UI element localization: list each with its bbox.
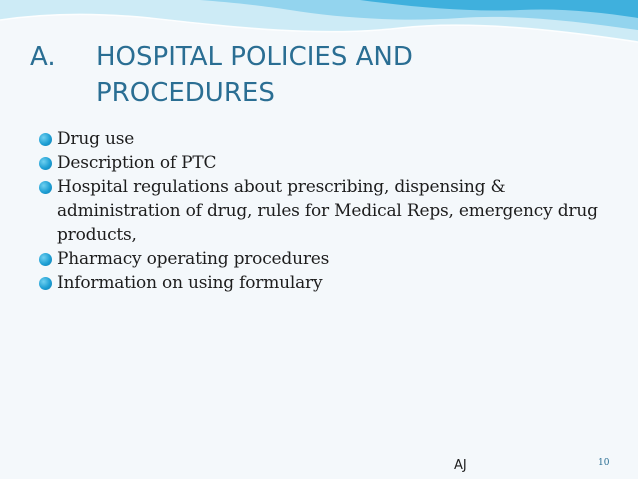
bullet-icon [39,157,52,170]
title-number: A. [30,42,56,72]
bullet-icon [39,253,52,266]
title-text: HOSPITAL POLICIES AND PROCEDURES [96,42,413,108]
bullet-text: Information on using formulary [57,273,323,293]
page-number: 10 [598,458,610,468]
bullet-text: Drug use [57,129,135,149]
footer-author: AJ [454,458,467,473]
bullet-list [39,127,599,295]
bullet-text: Description of PTC [57,153,217,173]
bullet-text: Pharmacy operating procedures [57,249,330,269]
bullet-item [39,271,599,295]
bullet-text: Hospital regulations about prescribing, dispensing & administration of drug, rules for Medical Reps, emergency drug products, [57,177,598,245]
bullet-icon [39,133,52,146]
bullet-icon [39,277,52,290]
bullet-item [39,175,599,247]
bullet-item [39,247,599,271]
bullet-item [39,127,599,151]
bullet-icon [39,181,52,194]
bullet-item [39,151,599,175]
